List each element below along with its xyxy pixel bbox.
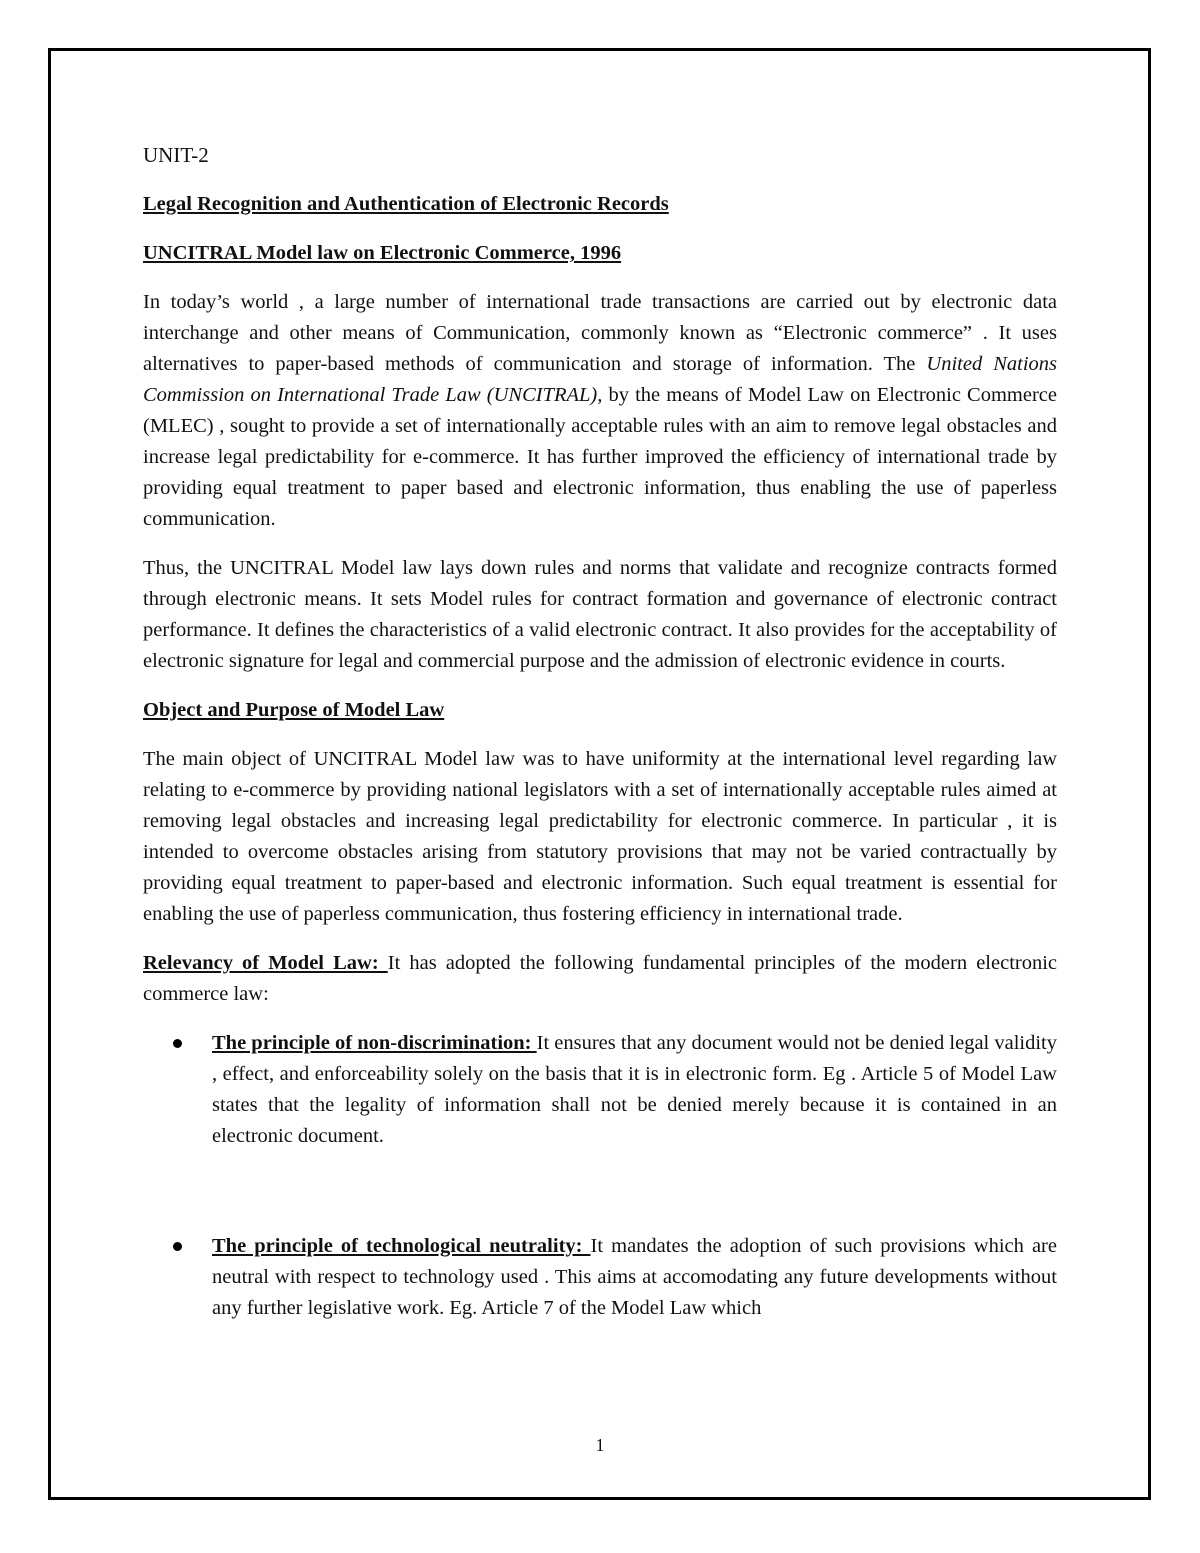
- intro-text-end: by the means of Model Law on Electronic Commerce (MLEC) , sought to provide a set of internationally acceptable rules with an aim to remove legal obstacles and increase legal predictability for e-commerce. It has further improved the efficiency of international trade by providing equal treatment to paper based and electronic information, thus enabling the use of paperless communication.: [143, 384, 1057, 530]
- relevancy-label: Relevancy of Model Law:: [143, 952, 388, 974]
- object-heading: Object and Purpose of Model Law: [143, 699, 445, 721]
- bullet-icon: [173, 1242, 182, 1251]
- principles-list: [143, 1028, 1057, 1324]
- relevancy-text: It has adopted the following fundamental principles of the modern electronic commerce law:: [143, 952, 1058, 1005]
- object-paragraph: The main object of UNCITRAL Model law was to have uniformity at the international level regarding law relating to e-commerce by providing national legislators with a set of internationally acceptable rules aimed at removing legal obstacles and increasing legal predictability for electronic commerce. In particular , it is intended to overcome obstacles arising from statutory provisions that may not be varied contractually by providing equal treatment to paper-based and electronic information. Such equal treatment is essential for enabling the use of paperless communication, thus fostering efficiency in international trade.: [143, 748, 1057, 925]
- relevancy-paragraph: [143, 948, 1057, 1010]
- sub-heading: UNCITRAL Model law on Electronic Commerce, 1996: [143, 242, 622, 264]
- principle-text: It ensures that any document would not be denied legal validity , effect, and enforceability solely on the basis that it is in electronic form. Eg . Article 5 of Model Law states that the legality of information shall not be denied merely because it is contained in an electronic document.: [212, 1032, 1057, 1147]
- principle-label: The principle of non-discrimination:: [212, 1032, 537, 1054]
- intro-text-start: In today’s world , a large number of international trade transactions are carried out by electronic data interchange and other means of Communication, commonly known as “Electronic commerce” . It uses alternatives to paper-based methods of communication and storage of information. The: [143, 291, 1057, 375]
- intro-paragraph: [143, 287, 1057, 535]
- list-item: [143, 1231, 1057, 1324]
- document-body: [143, 140, 1057, 1324]
- unit-label: UNIT-2: [143, 143, 209, 167]
- list-item: [143, 1028, 1057, 1152]
- uncitral-italic: United Nations Commission on International Trade Law (UNCITRAL),: [143, 353, 1057, 406]
- principle-label: The principle of technological neutrality:: [212, 1235, 591, 1257]
- model-law-paragraph: Thus, the UNCITRAL Model law lays down rules and norms that validate and recognize contracts formed through electronic means. It sets Model rules for contract formation and governance of electronic contract performance. It defines the characteristics of a valid electronic contract. It also provides for the acceptability of electronic signature for legal and commercial purpose and the admission of electronic evidence in courts.: [143, 557, 1057, 672]
- main-heading: Legal Recognition and Authentication of Electronic Records: [143, 193, 669, 215]
- bullet-icon: [173, 1039, 182, 1048]
- principle-text: It mandates the adoption of such provisions which are neutral with respect to technology used . This aims at accomodating any future developments without any further legislative work. Eg. Article 7 of the Model Law which: [212, 1235, 1057, 1319]
- page-number: 1: [595, 1435, 605, 1455]
